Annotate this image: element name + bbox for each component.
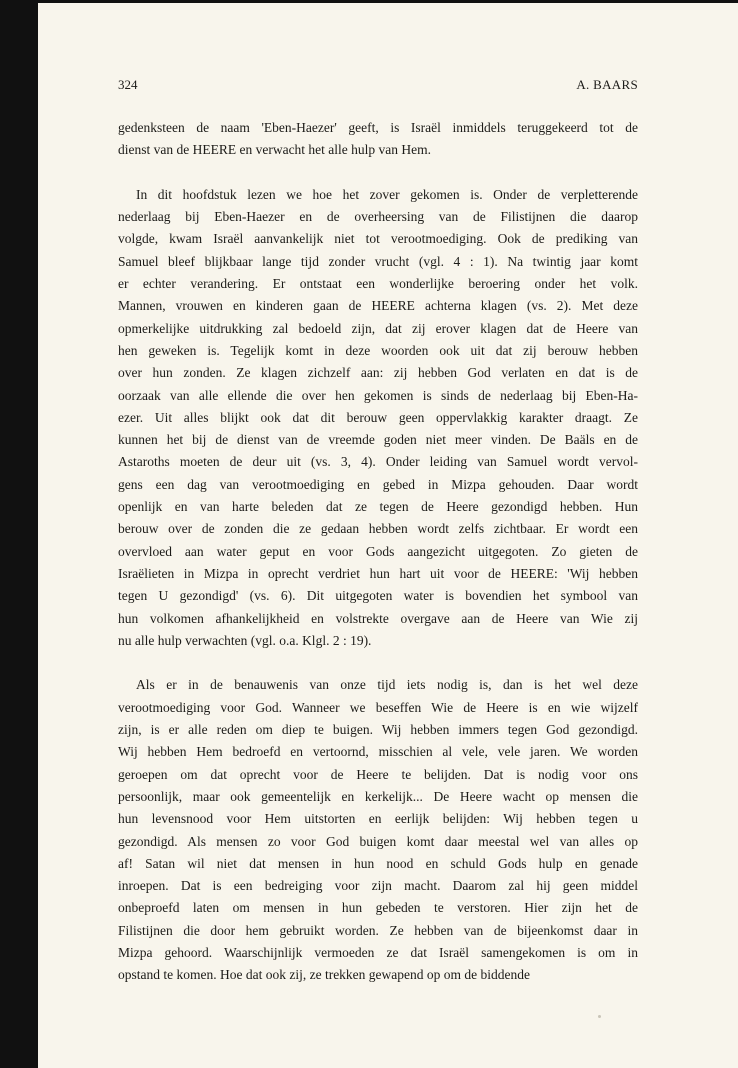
text-line: zijn, is er alle reden om diep te buigen. Wij hebben immers tegen God gezondigd. [118,722,638,738]
text-line: Filistijnen die door hem gebruikt worden. Ze hebben van de bijeenkomst daar in [118,922,638,938]
text-line: overvloed aan water geput en voor Gods aangezicht uitgegoten. Zo gieten de [118,543,638,559]
text-line: berouw over de zonden die ze gedaan hebben wordt zelfs zichtbaar. Er wordt een [118,521,638,537]
text-line: dienst van de HEERE en verwacht het alle hulp van Hem. [118,142,432,158]
text-line: persoonlijk, maar ook gemeentelijk en kerkelijk... De Heere wacht op mensen die [118,788,638,804]
text-line: hun levensnood voor Hem uitstorten en eerlijk belijden: Wij hebben tegen u [118,811,638,827]
text-line: opstand te komen. Hoe dat ook zij, ze trekken gewapend op om de biddende [118,967,531,983]
scan-edge-left [0,0,38,1068]
scan-speck [598,1015,601,1018]
text-line: Mannen, vrouwen en kinderen gaan de HEERE achterna klagen (vs. 2). Met deze [118,298,638,314]
text-line: Wij hebben Hem bedroefd en vertoornd, misschien al vele, vele jaren. We worden [118,744,638,760]
text-line: Als er in de benauwenis van onze tijd iets nodig is, dan is het wel deze [136,677,638,693]
text-line: Israëlieten in Mizpa in oprecht verdriet hun hart uit voor de HEERE: 'Wij hebben [118,565,638,581]
text-line: nu alle hulp verwachten (vgl. o.a. Klgl. 2 : 19). [118,632,372,648]
text-line: opmerkelijke uitdrukking zal bedoeld zijn, dat zij erover klagen dat de Heere van [118,320,638,336]
text-line: er echter verandering. Er ontstaat een wonderlijke beroering onder het volk. [118,276,638,292]
text-line: inroepen. Dat is een bedreiging voor zijn macht. Daarom zal hij geen middel [118,878,638,894]
text-line: gedenksteen de naam 'Eben-Haezer' geeft, is Israël inmiddels teruggekeerd tot de [118,120,638,135]
running-head-author: A. BAARS [576,77,638,92]
text-line: Astaroths moeten de deur uit (vs. 3, 4). Onder leiding van Samuel wordt vervol- [118,454,638,470]
page-header [118,77,638,97]
text-line: Samuel bleef blijkbaar lange tijd zonder vrucht (vgl. 4 : 1). Na twintig jaar komt [118,253,638,269]
text-line: tegen U gezondigd' (vs. 6). Dit uitgegoten water is bovendien het symbool van [118,588,638,604]
text-line: ezer. Uit alles blijkt ook dat dit berouw geen oppervlakkig karakter draagt. Ze [118,409,638,425]
text-line: verootmoediging voor God. Wanneer we beseffen Wie de Heere is en wie wijzelf [118,699,638,715]
text-line: hen geweken is. Tegelijk komt in deze woorden ook uit dat zij berouw hebben [118,342,638,358]
text-line: geroepen om dat oprecht voor de Heere te belijden. Dat is nodig voor ons [118,766,638,782]
paragraph-gap [118,652,638,674]
text-line: gens een dag van verootmoediging en gebed in Mizpa gehouden. Daar wordt [118,476,638,492]
text-line: af! Satan wil niet dat mensen in hun nood en schuld Gods hulp en genade [118,855,638,871]
text-line: hun volkomen afhankelijkheid en volstrekte overgave aan de Heere van Wie zij [118,610,638,626]
text-line: kunnen het bij de dienst van de vreemde goden niet meer vinden. De Baäls en de [118,432,638,448]
text-line: Mizpa gehoord. Waarschijnlijk vermoeden ze dat Israël samengekomen is om in [118,944,638,960]
text-line: oorzaak van alle ellende die over hen gekomen is sinds de nederlaag bij Eben-Ha- [118,387,638,403]
body-text [118,117,638,987]
paragraph [118,117,638,162]
paragraph [118,184,638,652]
paragraph-gap [118,162,638,184]
text-line: over hun zonden. Ze klagen zichzelf aan: zij hebben God verlaten en dat is de [118,365,638,381]
text-line: onbeproefd laten om mensen in hun gebeden te verstoren. Hier zijn het de [118,900,638,916]
text-line: nederlaag bij Eben-Haezer en de overheersing van de Filistijnen die daarop [118,209,638,225]
paragraph [118,674,638,986]
text-line: openlijk en van harte beleden dat ze tegen de Heere gezondigd hebben. Hun [118,499,638,515]
text-line: gezondigd. Als mensen zo voor God buigen komt daar meestal wel van alles op [118,833,638,849]
page-number: 324 [118,77,138,92]
text-line: volgde, kwam Israël aanvankelijk niet tot verootmoediging. Ook de prediking van [118,231,638,247]
text-line: In dit hoofdstuk lezen we hoe het zover gekomen is. Onder de verpletterende [136,186,638,202]
